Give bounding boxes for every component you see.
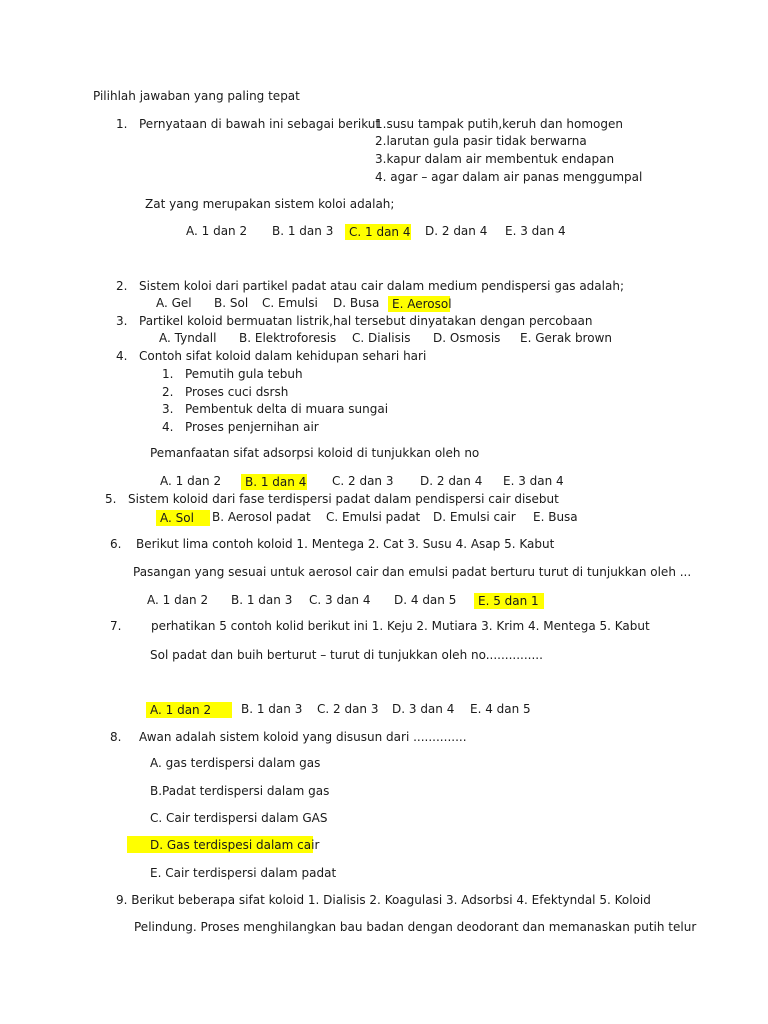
q4-option-b-highlighted-answer: B. 1 dan 4	[241, 474, 307, 490]
q4-item-number: 4.	[162, 420, 174, 434]
q5-option-a-highlighted-answer: A. Sol	[156, 510, 210, 526]
q7-option-e: E. 4 dan 5	[470, 702, 531, 716]
q5-option-d: D. Emulsi cair	[433, 510, 516, 524]
q4-number: 4.	[116, 349, 128, 363]
q8-stem: Awan adalah sistem koloid yang disusun dari ..............	[139, 730, 467, 744]
q7-question: Sol padat dan buih berturut – turut di tunjukkan oleh no...............	[150, 648, 543, 662]
q1-option-b: B. 1 dan 3	[272, 224, 334, 238]
q9-stem: 9. Berikut beberapa sifat koloid 1. Dialisis 2. Koagulasi 3. Adsorbsi 4. Efektyndal 5. Koloid	[116, 893, 651, 907]
q4-option-c: C. 2 dan 3	[332, 474, 394, 488]
q2-option-c: C. Emulsi	[262, 296, 318, 310]
q6-stem: Berikut lima contoh koloid 1. Mentega 2. Cat 3. Susu 4. Asap 5. Kabut	[136, 537, 555, 551]
q6-option-a: A. 1 dan 2	[147, 593, 209, 607]
q8-option-e: E. Cair terdispersi dalam padat	[150, 866, 337, 880]
q2-option-b: B. Sol	[214, 296, 249, 310]
q3-option-e: E. Gerak brown	[520, 331, 612, 345]
q5-option-e: E. Busa	[533, 510, 578, 524]
q1-statement: 3.kapur dalam air membentuk endapan	[375, 152, 615, 166]
q4-option-a: A. 1 dan 2	[160, 474, 222, 488]
q3-option-b: B. Elektroforesis	[239, 331, 337, 345]
q4-question: Pemanfaatan sifat adsorpsi koloid di tunjukkan oleh no	[150, 446, 480, 460]
q4-item-number: 3.	[162, 402, 174, 416]
q4-item-text: Pemutih gula tebuh	[185, 367, 303, 381]
q5-stem: Sistem koloid dari fase terdispersi padat dalam pendispersi cair disebut	[128, 492, 559, 506]
q4-item-text: Proses penjernihan air	[185, 420, 319, 434]
q2-number: 2.	[116, 279, 128, 293]
q8-option-a: A. gas terdispersi dalam gas	[150, 756, 321, 770]
q1-option-e: E. 3 dan 4	[505, 224, 566, 238]
q6-option-c: C. 3 dan 4	[309, 593, 371, 607]
q4-item-number: 1.	[162, 367, 174, 381]
q3-option-c: C. Dialisis	[352, 331, 411, 345]
q2-option-e-highlighted-answer: E. Aerosol	[388, 296, 450, 312]
q6-option-b: B. 1 dan 3	[231, 593, 293, 607]
q7-stem: perhatikan 5 contoh kolid berikut ini 1. Keju 2. Mutiara 3. Krim 4. Mentega 5. Kabut	[151, 619, 650, 633]
q7-option-b: B. 1 dan 3	[241, 702, 303, 716]
q6-option-e-highlighted-answer: E. 5 dan 1	[474, 593, 544, 609]
q3-option-a: A. Tyndall	[159, 331, 217, 345]
q2-stem: Sistem koloi dari partikel padat atau cair dalam medium pendispersi gas adalah;	[139, 279, 624, 293]
q8-option-d-highlighted-answer: D. Gas terdispesi dalam cair	[150, 838, 320, 852]
q2-option-d: D. Busa	[333, 296, 380, 310]
q7-option-c: C. 2 dan 3	[317, 702, 379, 716]
q4-item-text: Pembentuk delta di muara sungai	[185, 402, 389, 416]
q7-option-a-highlighted-answer: A. 1 dan 2	[146, 702, 232, 718]
q8-option-c: C. Cair terdispersi dalam GAS	[150, 811, 328, 825]
q3-number: 3.	[116, 314, 128, 328]
q3-stem: Partikel koloid bermuatan listrik,hal tersebut dinyatakan dengan percobaan	[139, 314, 593, 328]
q1-option-c-highlighted-answer: C. 1 dan 4	[345, 224, 411, 240]
q1-statement: 1.susu tampak putih,keruh dan homogen	[375, 117, 623, 131]
q4-option-d: D. 2 dan 4	[420, 474, 483, 488]
q7-option-d: D. 3 dan 4	[392, 702, 455, 716]
q5-option-b: B. Aerosol padat	[212, 510, 311, 524]
q4-option-e: E. 3 dan 4	[503, 474, 564, 488]
q4-item-number: 2.	[162, 385, 174, 399]
q1-number: 1.	[116, 117, 128, 131]
instruction-text: Pilihlah jawaban yang paling tepat	[93, 89, 300, 103]
q1-statement: 2.larutan gula pasir tidak berwarna	[375, 134, 587, 148]
q2-option-a: A. Gel	[156, 296, 192, 310]
q1-statement: 4. agar – agar dalam air panas menggumpal	[375, 170, 643, 184]
q4-item-text: Proses cuci dsrsh	[185, 385, 289, 399]
q1-option-d: D. 2 dan 4	[425, 224, 488, 238]
q4-stem: Contoh sifat koloid dalam kehidupan sehari hari	[139, 349, 427, 363]
q5-option-c: C. Emulsi padat	[326, 510, 421, 524]
q6-question: Pasangan yang sesuai untuk aerosol cair dan emulsi padat berturu turut di tunjukkan oleh ...	[133, 565, 692, 579]
q6-number: 6.	[110, 537, 122, 551]
q8-number: 8.	[110, 730, 122, 744]
q3-option-d: D. Osmosis	[433, 331, 501, 345]
q1-stem: Pernyataan di bawah ini sebagai berikut	[139, 117, 381, 131]
q9-line2: Pelindung. Proses menghilangkan bau badan dengan deodorant dan memanaskan putih telur	[134, 920, 697, 934]
q1-question: Zat yang merupakan sistem koloi adalah;	[145, 197, 395, 211]
q6-option-d: D. 4 dan 5	[394, 593, 457, 607]
q7-number: 7.	[110, 619, 122, 633]
q8-option-b: B.Padat terdispersi dalam gas	[150, 784, 330, 798]
q5-number: 5.	[105, 492, 117, 506]
q1-option-a: A. 1 dan 2	[186, 224, 248, 238]
